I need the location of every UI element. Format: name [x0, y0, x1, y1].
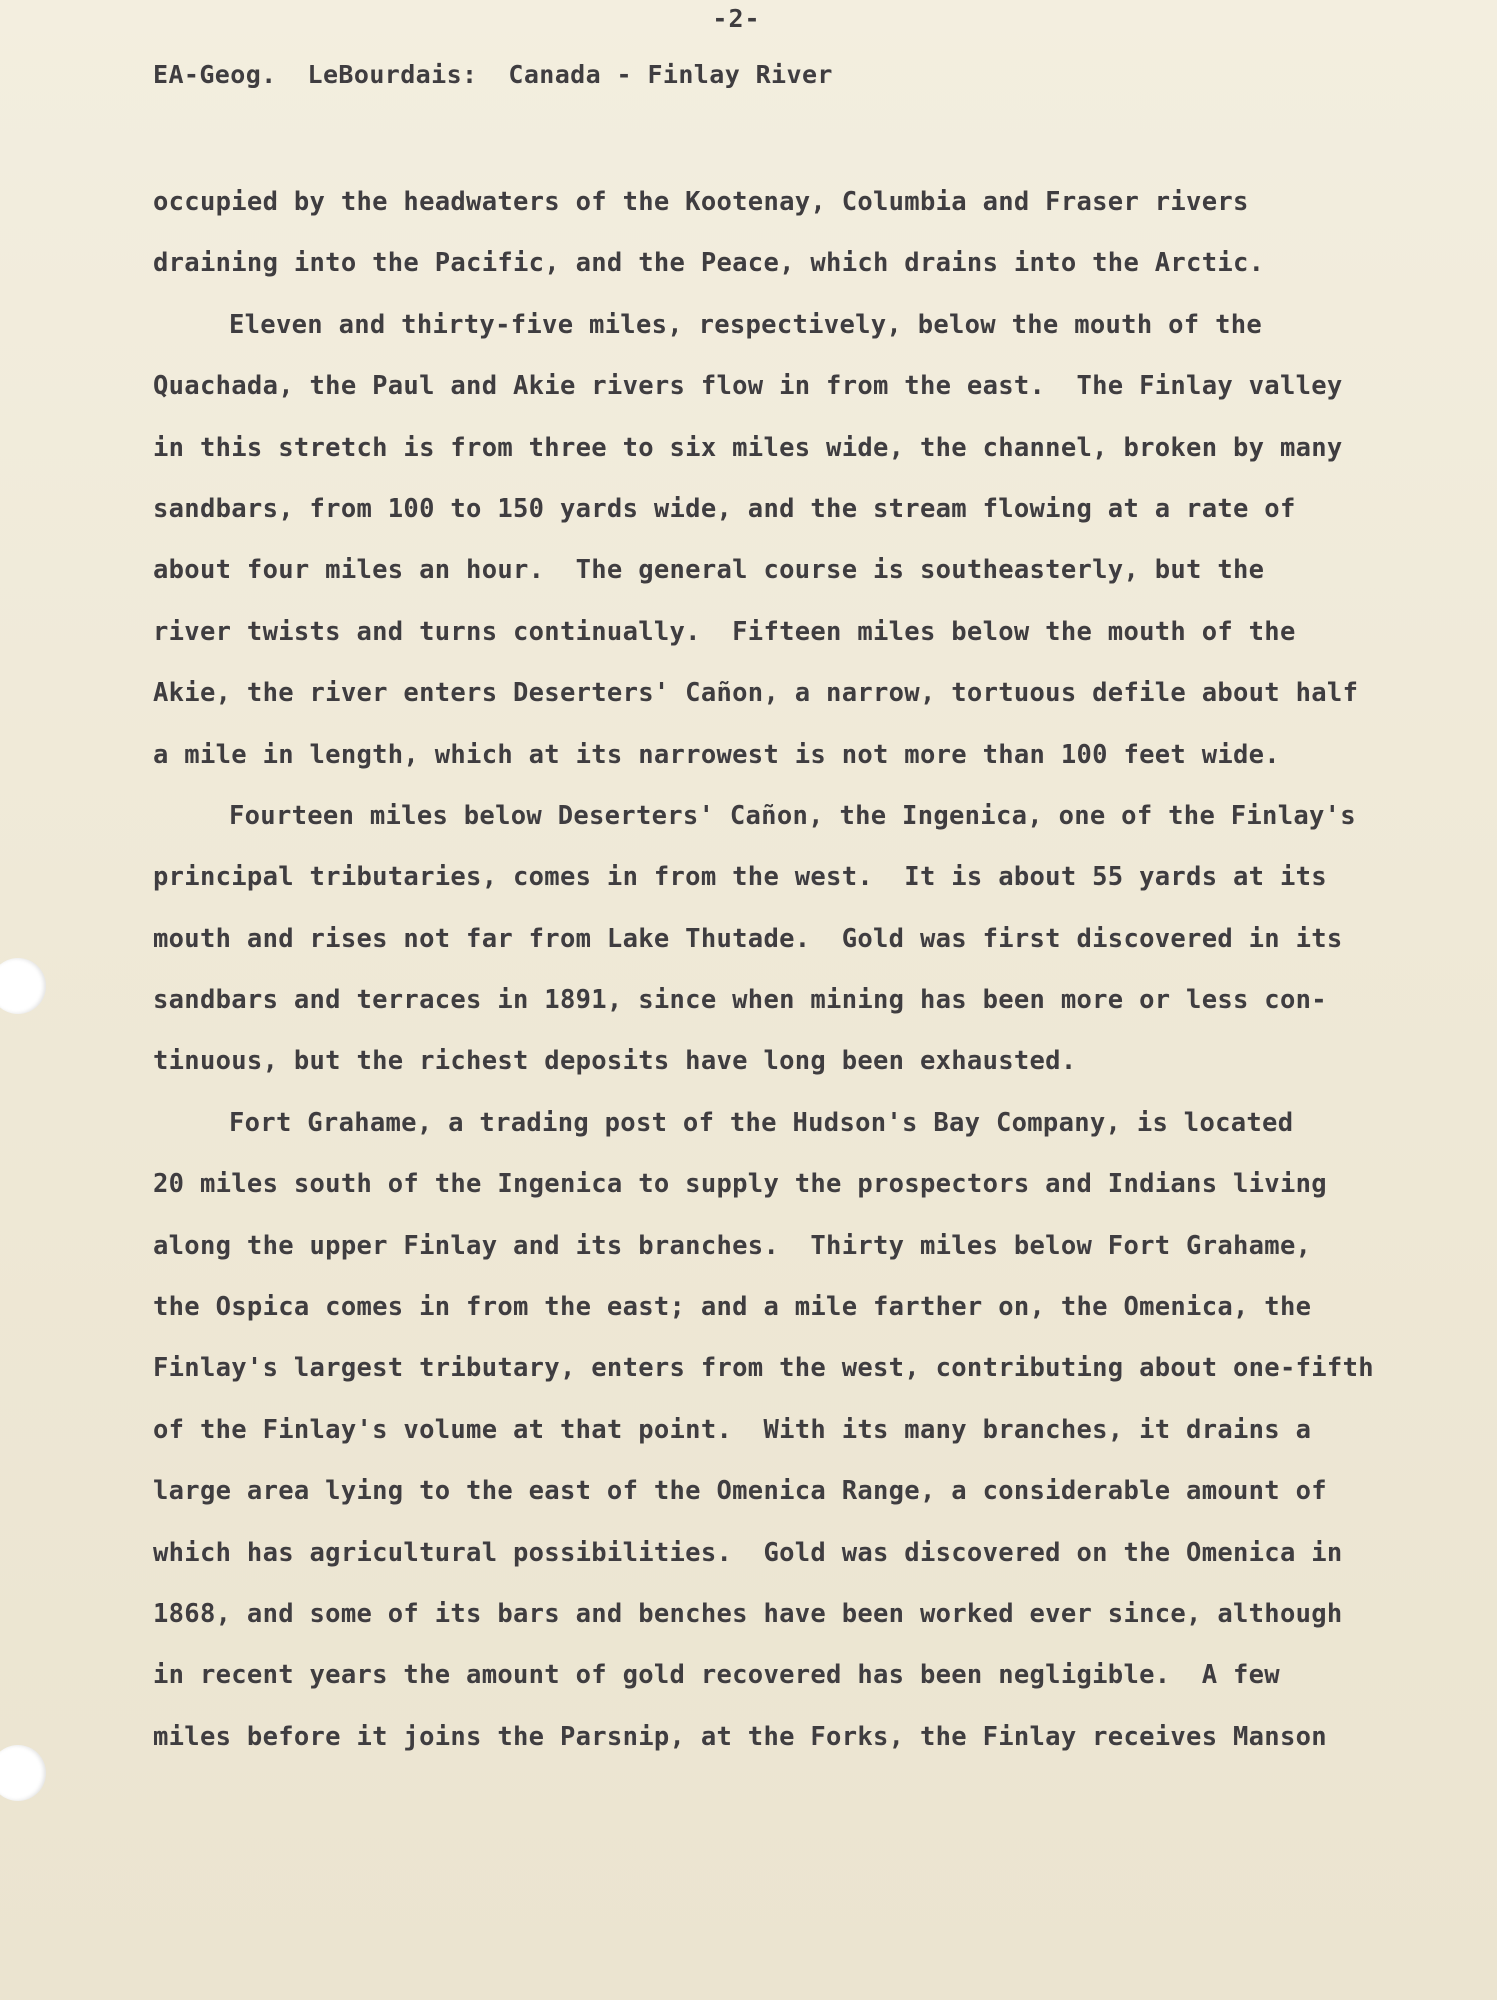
text-line: a mile in length, which at its narrowest is not more than 100 feet wide.: [153, 739, 1280, 770]
text-line: mouth and rises not far from Lake Thutade. Gold was first discovered in its: [153, 923, 1343, 954]
text-line: sandbars and terraces in 1891, since when mining has been more or less con-: [153, 985, 1327, 1016]
text-line: Fort Grahame, a trading post of the Hudson's Bay Company, is located: [229, 1107, 1294, 1138]
text-line: occupied by the headwaters of the Kootenay, Columbia and Fraser rivers: [153, 187, 1249, 217]
text-line: draining into the Pacific, and the Peace, which drains into the Arctic.: [153, 248, 1265, 279]
document-header: EA-Geog. LeBourdais: Canada - Finlay River: [153, 60, 833, 89]
text-line: Eleven and thirty-five miles, respectively, below the mouth of the: [229, 309, 1263, 340]
text-line: the Ospica comes in from the east; and a mile farther on, the Omenica, the: [153, 1292, 1312, 1323]
text-line: Quachada, the Paul and Akie rivers flow in from the east. The Finlay valley: [153, 371, 1343, 402]
text-line: Akie, the river enters Deserters' Cañon, a narrow, tortuous defile about half: [153, 678, 1359, 709]
text-line: principal tributaries, comes in from the west. It is about 55 yards at its: [153, 862, 1327, 893]
text-line: of the Finlay's volume at that point. With its many branches, it drains a: [153, 1414, 1312, 1445]
page-number: -2-: [712, 4, 761, 33]
text-line: miles before it joins the Parsnip, at the Forks, the Finlay receives Manson: [153, 1721, 1327, 1752]
text-line: 1868, and some of its bars and benches have been worked ever since, although: [153, 1598, 1343, 1629]
body-text: [153, 181, 1383, 1777]
text-line: which has agricultural possibilities. Gold was discovered on the Omenica in: [153, 1537, 1343, 1568]
text-line: Fourteen miles below Deserters' Cañon, the Ingenica, one of the Finlay's: [229, 800, 1356, 831]
punch-hole-top: [0, 958, 46, 1014]
text-line: river twists and turns continually. Fifteen miles below the mouth of the: [153, 616, 1296, 647]
text-line: 20 miles south of the Ingenica to supply the prospectors and Indians living: [153, 1169, 1327, 1200]
text-line: in this stretch is from three to six miles wide, the channel, broken by many: [153, 432, 1343, 463]
text-line: sandbars, from 100 to 150 yards wide, and the stream flowing at a rate of: [153, 493, 1296, 524]
text-line: large area lying to the east of the Omenica Range, a considerable amount of: [153, 1476, 1327, 1507]
text-line: tinuous, but the richest deposits have long been exhausted.: [153, 1046, 1077, 1077]
text-line: Finlay's largest tributary, enters from the west, contributing about one-fifth: [153, 1353, 1374, 1384]
text-line: along the upper Finlay and its branches. Thirty miles below Fort Grahame,: [153, 1230, 1312, 1261]
text-line: about four miles an hour. The general course is southeasterly, but the: [153, 555, 1265, 586]
punch-hole-bottom: [0, 1745, 46, 1801]
text-line: in recent years the amount of gold recovered has been negligible. A few: [153, 1660, 1280, 1691]
